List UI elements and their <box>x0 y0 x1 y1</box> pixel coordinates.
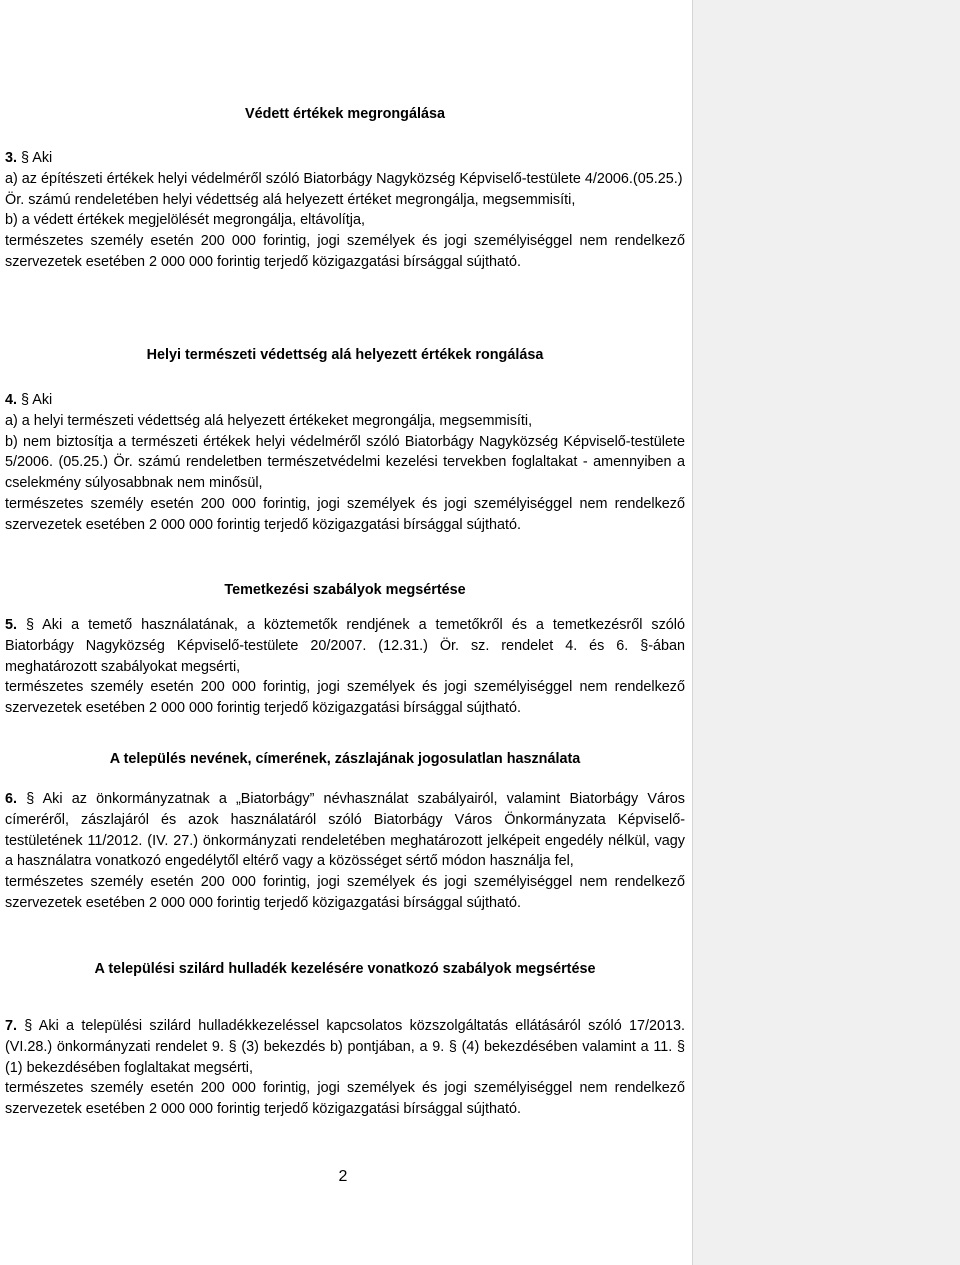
paragraph-6-text: § Aki az önkormányzatnak a „Biatorbágy” névhasználat szabályairól, valamint Biatorbágy Város címeréről, zászlajáról és azok használatáról szóló Biatorbágy Város Önkormányzata Képviselő-testületének 11/2012. (IV. 27.) önkormányzati rendeletében meghatározott jelképeit engedély nélkül, vagy a használatra vonatkozó engedélytől eltérő vagy a közösséget sértő módon használja fel, <box>5 791 685 870</box>
paragraph-6-penalty: természetes személy esetén 200 000 forintig, jogi személyek és jogi személyiséggel nem rendelkező szervezetek esetében 2 000 000 forintig terjedő közigazgatási bírsággal sújtható. <box>5 874 685 911</box>
section-heading-town-name: A település nevének, címerének, zászlajának jogosulatlan használata <box>109 751 581 767</box>
paragraph-number: 4. <box>5 392 18 408</box>
paragraph-5-body <box>5 615 685 677</box>
paragraph-5 <box>5 615 685 719</box>
paragraph-4-item-b: b) nem biztosítja a természeti értékek helyi védelméről szóló Biatorbágy Nagyközség Képviselő-testülete 5/2006. (05.25.) Ör. számú rendeletben természetvédelmi kezelési tervekben foglaltakat - amennyiben a cselekmény súlyosabbnak nem minősül, <box>5 433 685 492</box>
comment-margin-pane <box>692 0 960 1265</box>
paragraph-5-penalty: természetes személy esetén 200 000 forintig, jogi személyek és jogi személyiséggel nem rendelkező szervezetek esetében 2 000 000 forintig terjedő közigazgatási bírsággal sújtható. <box>5 679 685 717</box>
paragraph-number: 7. <box>5 1018 18 1034</box>
paragraph-5-text: § Aki a temető használatának, a köztemetők rendjének a temetőkről és a temetkezésről szóló Biatorbágy Nagyközség Képviselő-testülete 20/2007. (12.31.) Ör. sz. rendelet 4. és 6. §-ában meghatározott szabályokat megsérti, <box>5 617 685 675</box>
paragraph-3-item-a: a) az építészeti értékek helyi védelméről szóló Biatorbágy Nagyközség Képviselő-testülete 4/2006.(05.25.) Ör. számú rendeletében helyi védettség alá helyezett értéket megrongálja, megsemmisíti, <box>5 170 683 208</box>
section-heading-protected-values: Védett értékek megrongálása <box>245 106 445 122</box>
paragraph-7-penalty: természetes személy esetén 200 000 forintig, jogi személyek és jogi személyiséggel nem rendelkező szervezetek esetében 2 000 000 forintig terjedő közigazgatási bírsággal sújtható. <box>5 1080 685 1118</box>
section-heading-local-nature: Helyi természeti védettség alá helyezett értékek rongálása <box>146 347 544 363</box>
paragraph-4 <box>5 390 685 536</box>
paragraph-3-item-b: b) a védett értékek megjelölését megrongálja, eltávolítja, <box>5 212 365 229</box>
paragraph-4-intro <box>5 390 685 411</box>
paragraph-3-penalty: természetes személy esetén 200 000 forintig, jogi személyek és jogi személyiséggel nem rendelkező szervezetek esetében 2 000 000 forintig terjedő közigazgatási bírsággal sújtható. <box>5 233 685 270</box>
paragraph-number: 3. <box>5 150 18 166</box>
paragraph-6-body <box>5 789 685 872</box>
paragraph-7 <box>5 1016 685 1120</box>
paragraph-7-body <box>5 1016 685 1078</box>
paragraph-4-penalty: természetes személy esetén 200 000 forintig, jogi személyek és jogi személyiséggel nem rendelkező szervezetek esetében 2 000 000 forintig terjedő közigazgatási bírsággal sújtható. <box>5 495 685 533</box>
paragraph-4-item-a: a) a helyi természeti védettség alá helyezett értékeket megrongálja, megsemmisíti, <box>5 412 533 429</box>
paragraph-7-text: § Aki a települési szilárd hulladékkezeléssel kapcsolatos közszolgáltatás ellátásáról szóló 17/2013. (VI.28.) önkormányzati rendelet 9. § (3) bekezdés b) pontjában, a 9. § (4) bekezdésében valamint a 11. § (1) bekezdésében foglaltakat megsérti, <box>5 1018 686 1076</box>
paragraph-number: 6. <box>5 791 18 807</box>
paragraph-lead: § Aki <box>21 392 53 408</box>
paragraph-3-intro <box>5 148 685 169</box>
paragraph-6 <box>5 789 685 914</box>
section-heading-waste: A települési szilárd hulladék kezelésére vonatkozó szabályok megsértése <box>94 961 596 977</box>
page-number: 2 <box>338 1168 348 1185</box>
section-heading-burial: Temetkezési szabályok megsértése <box>224 582 466 598</box>
paragraph-number: 5. <box>5 617 18 633</box>
paragraph-3 <box>5 148 685 273</box>
paragraph-lead: § Aki <box>21 150 53 166</box>
